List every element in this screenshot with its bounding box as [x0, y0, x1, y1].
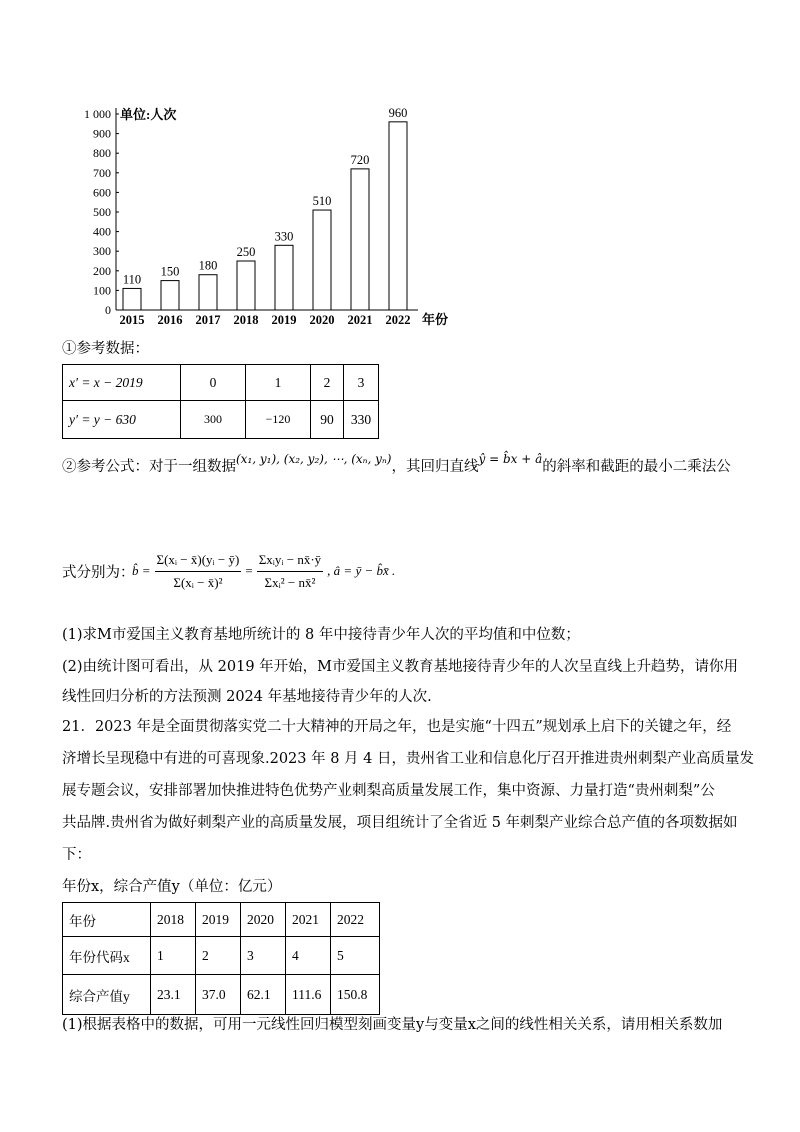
table-cell: 23.1: [151, 975, 196, 1015]
ref-cell: 3: [344, 365, 379, 401]
ref-cell: −120: [246, 401, 311, 439]
ref-cell: 330: [344, 401, 379, 439]
table-cell: 150.8: [331, 975, 380, 1015]
x-tick-label: 2018: [233, 313, 259, 327]
unit-label: 单位:人次: [120, 107, 177, 122]
ref-cell: 2: [311, 365, 344, 401]
bar: [199, 275, 217, 310]
x-tick-label: 2015: [119, 313, 145, 327]
ref-cell: 90: [311, 401, 344, 439]
table-cell: 62.1: [241, 975, 286, 1015]
table-header-cell: 2019: [196, 903, 241, 937]
bar: [389, 122, 407, 310]
bar: [275, 245, 293, 310]
table-cell: 3: [241, 937, 286, 975]
x-tick-label: 2020: [309, 313, 335, 327]
y-tick-label: 400: [93, 224, 111, 239]
x-tick-label: 2016: [157, 313, 183, 327]
bar-value-label: 250: [236, 245, 256, 259]
y-tick-label: 200: [93, 263, 111, 278]
ref-data-heading: ①参考数据：: [62, 341, 149, 357]
formula-prefix: ②参考公式：对于一组数据: [62, 459, 236, 475]
formula-mid: ，其回归直线: [391, 459, 479, 475]
y-tick-label: 700: [93, 165, 111, 180]
bar-value-label: 510: [312, 194, 332, 209]
question-2-line2: 线性回归分析的方法预测 2024 年基地接待青少年的人次.: [62, 689, 432, 705]
question-2-line1: (2)由统计图可看出，从 2019 年开始，M市爱国主义教育基地接待青少年的人次呈直线上升趋势，请你用: [62, 659, 739, 675]
question-1: (1)求M市爱国主义教育基地所统计的 8 年中接待青少年人次的平均值和中位数；: [62, 627, 580, 643]
y-tick-label: 500: [93, 205, 111, 219]
table-row-label: 综合产值y: [63, 975, 151, 1015]
ref-cell: 0: [181, 365, 246, 401]
table-header-cell: 2018: [151, 903, 196, 937]
regression-line-eq: ŷ = b̂x + â: [478, 452, 543, 466]
table-header-cell: 2022: [331, 903, 380, 937]
ref-data-table: [62, 364, 379, 439]
table-cell: 2: [196, 937, 241, 975]
ref-row1-label: x′ = x − 2019: [63, 365, 181, 401]
table-header-cell: 2021: [286, 903, 331, 937]
table-caption: 年份x，综合产值y（单位：亿元）: [62, 879, 282, 895]
table-cell: 111.6: [286, 975, 331, 1015]
least-squares-formula: [132, 536, 395, 606]
x-tick-label: 2021: [347, 313, 373, 327]
y-tick-label: 600: [93, 185, 111, 200]
fraction-1: [155, 552, 242, 591]
bar: [123, 288, 141, 310]
table-row-label: 年份代码x: [63, 937, 151, 975]
bar: [237, 261, 255, 310]
bar: [351, 169, 369, 310]
fraction-1-numerator: Σ(xᵢ − x̄)(yᵢ − ȳ): [156, 551, 240, 567]
bar-chart: [80, 100, 449, 330]
problem21-line1: 21．2023 年是全面贯彻落实党二十大精神的开局之年，也是实施“十四五”规划承上启下的关键之年，经: [62, 719, 732, 735]
ref-cell: 300: [181, 401, 246, 439]
fraction-2: [257, 552, 323, 591]
y-tick-label: 300: [93, 244, 111, 259]
bar: [313, 210, 331, 310]
bar-value-label: 110: [122, 272, 142, 287]
y-tick-label: 1 000: [84, 107, 111, 121]
equals-sign: =: [245, 563, 253, 578]
table-header-cell: 2020: [241, 903, 286, 937]
problem21-line2: 济增长呈现稳中有进的可喜现象.2023 年 8 月 4 日，贵州省工业和信息化厅召开推进贵州刺梨产业高质量发: [62, 751, 755, 767]
fraction-2-denominator: Σxᵢ² − nx̄²: [257, 571, 323, 591]
y-tick-label: 100: [93, 283, 111, 298]
y-tick-label: 800: [93, 146, 111, 161]
fraction-2-numerator: Σxᵢyᵢ − nx̄·ȳ: [258, 551, 322, 567]
b-hat: b̂ =: [132, 563, 151, 578]
table-cell: 1: [151, 937, 196, 975]
problem21-line5: 下：: [62, 847, 91, 863]
output-value-table: [62, 902, 380, 1015]
table-cell: 5: [331, 937, 380, 975]
a-hat-formula: , â = ȳ − b̂x̄ .: [327, 563, 396, 578]
table-header-cell: 年份: [63, 903, 151, 937]
formula-suffix: 的斜率和截距的最小二乘法公: [542, 459, 731, 475]
problem21-question-1: (1)根据表格中的数据，可用一元线性回归模型刻画变量y与变量x之间的线性相关关系，请用相关系数加: [62, 1017, 723, 1033]
x-tick-label: 2017: [195, 313, 221, 327]
bar-value-label: 330: [274, 229, 294, 244]
problem21-line4: 共品牌.贵州省为做好刺梨产业的高质量发展，项目组统计了全省近 5 年刺梨产业综合总产值的各项数据如: [62, 815, 738, 831]
fraction-1-denominator: Σ(xᵢ − x̄)²: [155, 571, 242, 591]
formula-line2-prefix: 式分别为：: [62, 565, 135, 581]
table-cell: 37.0: [196, 975, 241, 1015]
bar-value-label: 150: [160, 264, 180, 279]
formula-line1: [62, 452, 731, 476]
bar-value-label: 960: [388, 105, 408, 120]
x-tick-label: 2022: [385, 313, 411, 327]
bar-value-label: 720: [350, 152, 370, 167]
bar: [161, 281, 179, 310]
formula-points: (x₁, y₁), (x₂, y₂), ⋯, (xₙ, yₙ): [236, 452, 392, 466]
table-cell: 4: [286, 937, 331, 975]
problem21-line3: 展专题会议，安排部署加快推进特色优势产业刺梨高质量发展工作，集中资源、力量打造“贵州刺梨”公: [62, 783, 715, 799]
bar-value-label: 180: [198, 258, 218, 273]
x-tick-label: 2019: [271, 313, 297, 327]
y-tick-label: 900: [93, 126, 111, 141]
ref-row2-label: y′ = y − 630: [63, 401, 181, 439]
y-tick-label: 0: [105, 303, 111, 317]
x-axis-label: 年份: [422, 312, 449, 327]
ref-cell: 1: [246, 365, 311, 401]
